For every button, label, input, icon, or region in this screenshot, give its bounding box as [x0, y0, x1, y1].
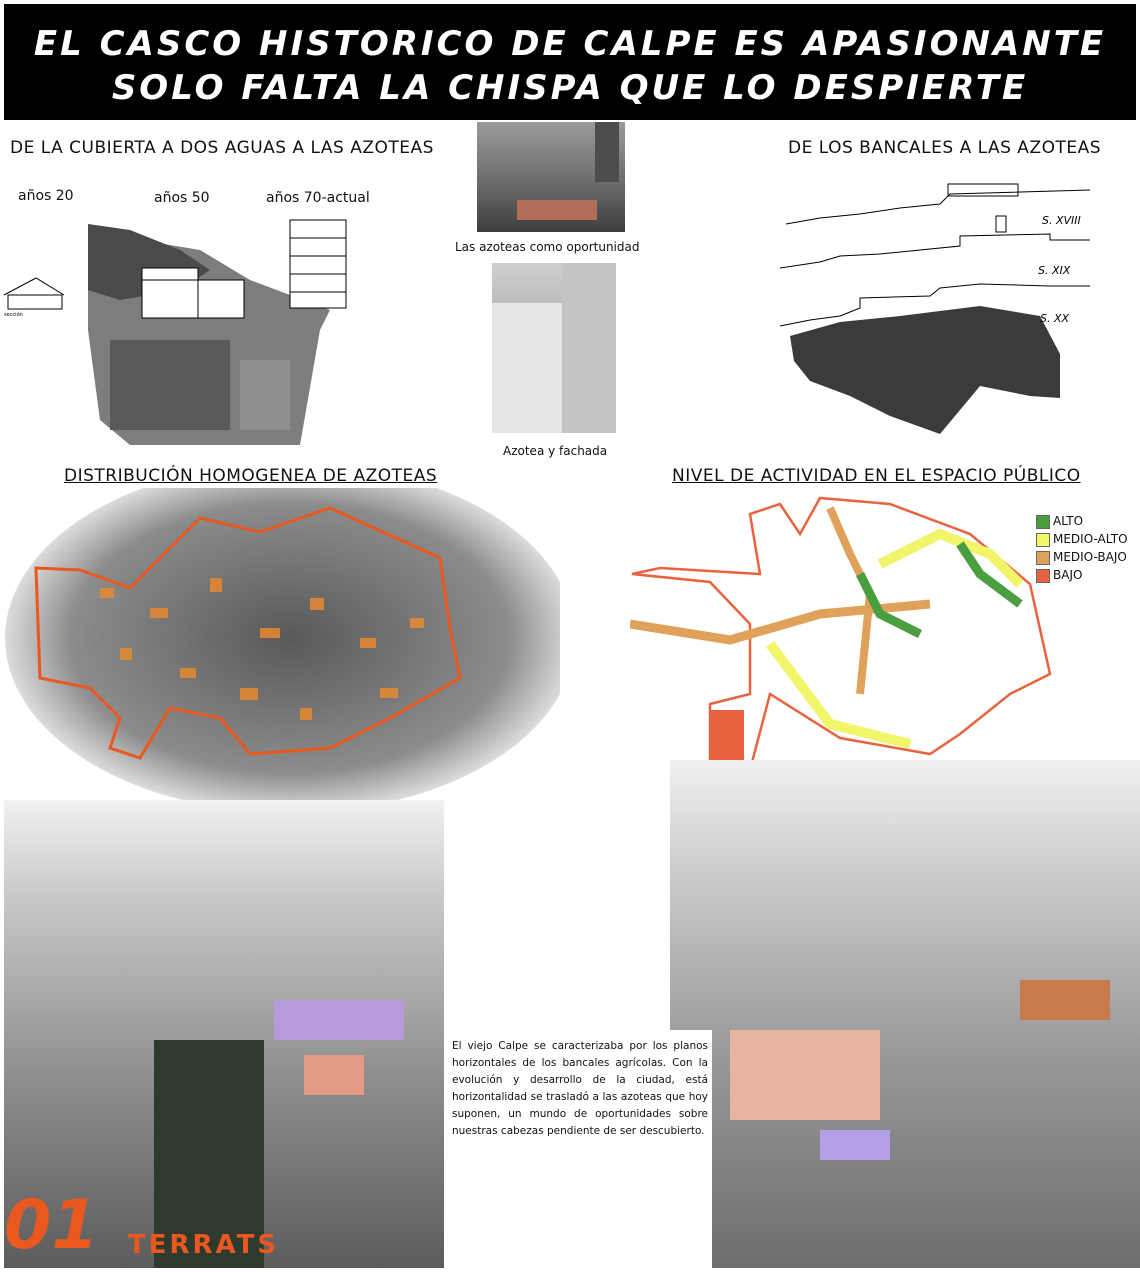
public-space-activity-map — [630, 494, 1060, 776]
right-city-panorama-photo — [670, 760, 1140, 1268]
legend-swatch-alto — [1036, 515, 1050, 529]
terraces-to-rooftops-drawing — [780, 176, 1110, 441]
era-label-1950s: años 50 — [154, 190, 210, 206]
century-label-xx: S. XX — [1040, 312, 1070, 325]
legend-swatch-medio-bajo — [1036, 551, 1050, 565]
facade-caption: Azotea y fachada — [503, 444, 608, 458]
description-paragraph: El viejo Calpe se caracterizaba por los planos horizontales de los bancales agrícolas. Con la evolución y desarrollo de la ciudad, está horizontalidad se trasladó a las azoteas que hoy suponen, un mundo de oportunidades sobre nuestras cabezas pendiente de ser descubierto. — [452, 1040, 708, 1137]
century-label-xix: S. XIX — [1038, 264, 1071, 277]
facade-rooftop-photo — [492, 263, 616, 433]
skyline-xix — [780, 234, 1090, 268]
opportunity-caption: Las azoteas como oportunidad — [455, 240, 640, 254]
century-label-xviii: S. XVIII — [1042, 214, 1081, 227]
activity-section-title: NIVEL DE ACTIVIDAD EN EL ESPACIO PÚBLICO — [672, 466, 1081, 486]
banner-title-line-2: SOLO FALTA LA CHISPA QUE LO DESPIERTE — [111, 68, 1029, 108]
panel-number: 01 — [4, 1186, 99, 1265]
title-banner — [4, 4, 1136, 120]
section-1970s-icon — [290, 220, 346, 308]
section-label: sección — [4, 312, 23, 318]
roof-evolution-drawing — [0, 210, 440, 450]
legend-swatch-bajo — [1036, 569, 1050, 583]
aerial-photo — [5, 488, 560, 813]
panel-title-terrats: TERRATS — [128, 1230, 280, 1260]
tiled-roof-shape — [1020, 980, 1110, 1020]
highlighted-rooftop-lilac — [820, 1130, 890, 1160]
legend-item-medio-alto: MEDIO-ALTO — [1036, 532, 1128, 546]
bell-tower-shape — [595, 122, 619, 182]
street-bajo-block — [710, 710, 744, 760]
highlighted-rooftop-purple — [274, 1000, 404, 1040]
roofs-section-title: DE LA CUBIERTA A DOS AGUAS A LAS AZOTEAS — [10, 138, 434, 158]
distribution-section-title: DISTRIBUCIÓN HOMOGENEA DE AZOTEAS — [64, 466, 438, 486]
legend-item-bajo: BAJO — [1036, 568, 1082, 582]
activity-legend — [1036, 514, 1136, 594]
terraces-photo — [790, 306, 1060, 434]
rooftop-distribution-map — [0, 488, 560, 818]
legend-swatch-medio-alto — [1036, 533, 1050, 547]
highlighted-rooftop-pink — [304, 1055, 364, 1095]
legend-item-alto: ALTO — [1036, 514, 1083, 528]
section-1920s-icon — [4, 278, 64, 309]
legend-item-medio-bajo: MEDIO-BAJO — [1036, 550, 1127, 564]
banner-title-line-1: EL CASCO HISTORICO DE CALPE ES APASIONANTE — [33, 24, 1107, 64]
era-label-1920s: años 20 — [18, 188, 74, 204]
highlighted-rooftop-peach — [730, 1030, 880, 1120]
red-roof-shape — [517, 200, 597, 220]
rooftop-tower-photo — [477, 122, 625, 232]
era-label-1970s-present: años 70-actual — [266, 190, 370, 206]
terraces-section-title: DE LOS BANCALES A LAS AZOTEAS — [788, 138, 1102, 158]
